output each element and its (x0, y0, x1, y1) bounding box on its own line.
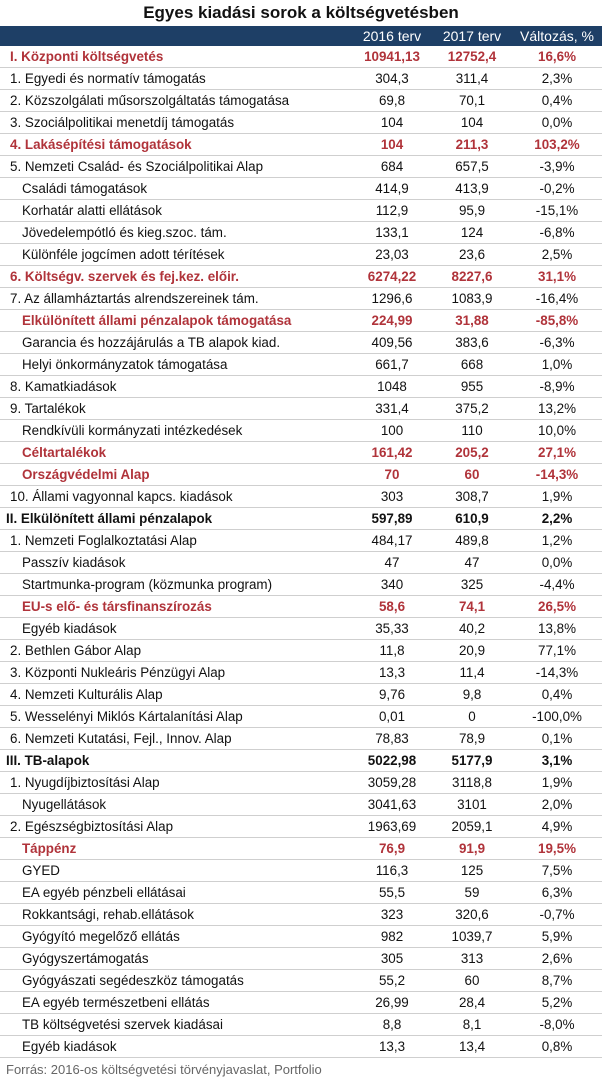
row-value-2017: 78,9 (432, 728, 512, 750)
row-change: 1,2% (512, 530, 602, 552)
table-row (0, 90, 602, 112)
table-row (0, 508, 602, 530)
row-change: 10,0% (512, 420, 602, 442)
table-row (0, 134, 602, 156)
table-row (0, 332, 602, 354)
row-value-2016: 23,03 (352, 244, 432, 266)
budget-table (0, 26, 602, 1058)
row-value-2017: 308,7 (432, 486, 512, 508)
row-label: Helyi önkormányzatok támogatása (0, 354, 352, 376)
row-value-2017: 47 (432, 552, 512, 574)
table-row (0, 354, 602, 376)
table-row (0, 970, 602, 992)
row-value-2017: 124 (432, 222, 512, 244)
row-label: 2. Egészségbiztosítási Alap (0, 816, 352, 838)
row-value-2016: 1963,69 (352, 816, 432, 838)
row-value-2016: 3041,63 (352, 794, 432, 816)
row-value-2017: 375,2 (432, 398, 512, 420)
row-label: TB költségvetési szervek kiadásai (0, 1014, 352, 1036)
row-value-2017: 1083,9 (432, 288, 512, 310)
row-value-2017: 11,4 (432, 662, 512, 684)
row-change: 3,1% (512, 750, 602, 772)
table-row (0, 222, 602, 244)
row-value-2017: 13,4 (432, 1036, 512, 1058)
row-value-2016: 133,1 (352, 222, 432, 244)
row-label: 5. Nemzeti Család- és Szociálpolitikai Alap (0, 156, 352, 178)
table-row (0, 552, 602, 574)
row-value-2016: 35,33 (352, 618, 432, 640)
row-value-2016: 9,76 (352, 684, 432, 706)
table-row (0, 68, 602, 90)
row-value-2017: 60 (432, 464, 512, 486)
row-value-2017: 28,4 (432, 992, 512, 1014)
table-row (0, 904, 602, 926)
row-change: 6,3% (512, 882, 602, 904)
row-change: -100,0% (512, 706, 602, 728)
row-value-2016: 303 (352, 486, 432, 508)
row-value-2017: 1039,7 (432, 926, 512, 948)
table-row (0, 750, 602, 772)
row-change: -85,8% (512, 310, 602, 332)
row-value-2017: 211,3 (432, 134, 512, 156)
row-change: 2,6% (512, 948, 602, 970)
row-value-2016: 13,3 (352, 662, 432, 684)
row-value-2017: 31,88 (432, 310, 512, 332)
row-value-2017: 5177,9 (432, 750, 512, 772)
table-row (0, 860, 602, 882)
row-value-2017: 668 (432, 354, 512, 376)
row-label: Gyógyászati segédeszköz támogatás (0, 970, 352, 992)
row-value-2016: 70 (352, 464, 432, 486)
row-value-2016: 597,89 (352, 508, 432, 530)
row-value-2017: 8,1 (432, 1014, 512, 1036)
row-label: 4. Nemzeti Kulturális Alap (0, 684, 352, 706)
row-value-2017: 70,1 (432, 90, 512, 112)
row-value-2016: 112,9 (352, 200, 432, 222)
row-value-2017: 59 (432, 882, 512, 904)
row-label: 6. Nemzeti Kutatási, Fejl., Innov. Alap (0, 728, 352, 750)
row-value-2016: 100 (352, 420, 432, 442)
row-change: 5,9% (512, 926, 602, 948)
row-label: Garancia és hozzájárulás a TB alapok kiad. (0, 332, 352, 354)
row-change: 19,5% (512, 838, 602, 860)
row-label: EA egyéb pénzbeli ellátásai (0, 882, 352, 904)
row-value-2017: 40,2 (432, 618, 512, 640)
row-label: 1. Nyugdíjbiztosítási Alap (0, 772, 352, 794)
row-label: Rokkantsági, rehab.ellátások (0, 904, 352, 926)
table-row (0, 156, 602, 178)
row-value-2017: 74,1 (432, 596, 512, 618)
row-value-2017: 104 (432, 112, 512, 134)
table-row (0, 574, 602, 596)
row-value-2016: 55,5 (352, 882, 432, 904)
row-change: -3,9% (512, 156, 602, 178)
row-label: Rendkívüli kormányzati intézkedések (0, 420, 352, 442)
row-value-2016: 224,99 (352, 310, 432, 332)
row-value-2017: 657,5 (432, 156, 512, 178)
row-label: Startmunka-program (közmunka program) (0, 574, 352, 596)
row-change: 0,4% (512, 90, 602, 112)
row-value-2016: 10941,13 (352, 46, 432, 68)
row-value-2017: 3101 (432, 794, 512, 816)
row-change: 8,7% (512, 970, 602, 992)
row-label: Különféle jogcímen adott térítések (0, 244, 352, 266)
row-value-2017: 489,8 (432, 530, 512, 552)
header-change: Változás, % (512, 26, 602, 46)
row-value-2017: 110 (432, 420, 512, 442)
row-change: -6,3% (512, 332, 602, 354)
row-label: Egyéb kiadások (0, 618, 352, 640)
row-value-2017: 23,6 (432, 244, 512, 266)
row-value-2016: 982 (352, 926, 432, 948)
row-value-2016: 8,8 (352, 1014, 432, 1036)
row-label: Korhatár alatti ellátások (0, 200, 352, 222)
table-row (0, 288, 602, 310)
row-change: -6,8% (512, 222, 602, 244)
row-label: 1. Egyedi és normatív támogatás (0, 68, 352, 90)
table-row (0, 1014, 602, 1036)
row-label: II. Elkülönített állami pénzalapok (0, 508, 352, 530)
row-label: 9. Tartalékok (0, 398, 352, 420)
row-change: 13,2% (512, 398, 602, 420)
row-value-2017: 3118,8 (432, 772, 512, 794)
row-change: 0,0% (512, 552, 602, 574)
row-label: 5. Wesselényi Miklós Kártalanítási Alap (0, 706, 352, 728)
row-value-2017: 413,9 (432, 178, 512, 200)
header-row (0, 26, 602, 46)
row-value-2017: 95,9 (432, 200, 512, 222)
row-value-2017: 12752,4 (432, 46, 512, 68)
row-change: -0,2% (512, 178, 602, 200)
row-value-2017: 125 (432, 860, 512, 882)
row-value-2016: 684 (352, 156, 432, 178)
table-row (0, 266, 602, 288)
row-label: I. Központi költségvetés (0, 46, 352, 68)
row-change: -15,1% (512, 200, 602, 222)
row-value-2016: 47 (352, 552, 432, 574)
row-label: 4. Lakásépítési támogatások (0, 134, 352, 156)
row-change: 0,8% (512, 1036, 602, 1058)
header-label (0, 26, 352, 46)
row-change: -8,9% (512, 376, 602, 398)
row-value-2016: 6274,22 (352, 266, 432, 288)
table-row (0, 420, 602, 442)
table-row (0, 200, 602, 222)
row-value-2016: 26,99 (352, 992, 432, 1014)
row-value-2017: 320,6 (432, 904, 512, 926)
row-change: 1,9% (512, 486, 602, 508)
row-value-2017: 60 (432, 970, 512, 992)
table-row (0, 684, 602, 706)
table-row (0, 178, 602, 200)
row-change: -16,4% (512, 288, 602, 310)
row-change: 2,0% (512, 794, 602, 816)
table-row (0, 618, 602, 640)
row-label: GYED (0, 860, 352, 882)
row-value-2016: 331,4 (352, 398, 432, 420)
row-value-2017: 2059,1 (432, 816, 512, 838)
row-change: -8,0% (512, 1014, 602, 1036)
row-label: 1. Nemzeti Foglalkoztatási Alap (0, 530, 352, 552)
row-label: 3. Központi Nukleáris Pénzügyi Alap (0, 662, 352, 684)
row-change: 4,9% (512, 816, 602, 838)
row-value-2016: 55,2 (352, 970, 432, 992)
row-value-2016: 3059,28 (352, 772, 432, 794)
row-value-2017: 205,2 (432, 442, 512, 464)
row-change: 1,9% (512, 772, 602, 794)
row-label: Családi támogatások (0, 178, 352, 200)
row-label: 7. Az államháztartás alrendszereinek tám. (0, 288, 352, 310)
header-2016: 2016 terv (352, 26, 432, 46)
row-change: 7,5% (512, 860, 602, 882)
row-change: 31,1% (512, 266, 602, 288)
row-value-2016: 1296,6 (352, 288, 432, 310)
table-row (0, 772, 602, 794)
row-value-2017: 0 (432, 706, 512, 728)
table-row (0, 926, 602, 948)
row-value-2016: 11,8 (352, 640, 432, 662)
row-label: Egyéb kiadások (0, 1036, 352, 1058)
row-change: 0,1% (512, 728, 602, 750)
row-change: 26,5% (512, 596, 602, 618)
row-value-2017: 610,9 (432, 508, 512, 530)
table-row (0, 310, 602, 332)
row-value-2016: 484,17 (352, 530, 432, 552)
row-change: 27,1% (512, 442, 602, 464)
row-change: 0,0% (512, 112, 602, 134)
row-label: 2. Bethlen Gábor Alap (0, 640, 352, 662)
row-change: 103,2% (512, 134, 602, 156)
table-row (0, 596, 602, 618)
row-change: -14,3% (512, 464, 602, 486)
row-value-2016: 323 (352, 904, 432, 926)
table-row (0, 244, 602, 266)
table-row (0, 838, 602, 860)
table-row (0, 1036, 602, 1058)
row-value-2016: 116,3 (352, 860, 432, 882)
table-row (0, 662, 602, 684)
row-label: Táppénz (0, 838, 352, 860)
row-value-2016: 305 (352, 948, 432, 970)
row-label: Jövedelempótló és kieg.szoc. tám. (0, 222, 352, 244)
table-row (0, 46, 602, 68)
table-body (0, 46, 602, 1058)
row-value-2016: 104 (352, 112, 432, 134)
row-label: Gyógyító megelőző ellátás (0, 926, 352, 948)
table-row (0, 728, 602, 750)
row-change: 13,8% (512, 618, 602, 640)
row-change: 2,3% (512, 68, 602, 90)
row-value-2016: 304,3 (352, 68, 432, 90)
table-row (0, 882, 602, 904)
row-label: 2. Közszolgálati műsorszolgáltatás támogatása (0, 90, 352, 112)
row-value-2017: 955 (432, 376, 512, 398)
table-row (0, 464, 602, 486)
row-label: Gyógyszertámogatás (0, 948, 352, 970)
table-row (0, 530, 602, 552)
row-value-2016: 76,9 (352, 838, 432, 860)
row-change: -4,4% (512, 574, 602, 596)
table-row (0, 992, 602, 1014)
chart-title: Egyes kiadási sorok a költségvetésben (143, 3, 459, 22)
row-value-2016: 161,42 (352, 442, 432, 464)
row-label: 6. Költségv. szervek és fej.kez. előir. (0, 266, 352, 288)
row-value-2016: 1048 (352, 376, 432, 398)
table-row (0, 486, 602, 508)
row-value-2016: 340 (352, 574, 432, 596)
row-change: -0,7% (512, 904, 602, 926)
table-row (0, 816, 602, 838)
row-change: 16,6% (512, 46, 602, 68)
row-value-2016: 58,6 (352, 596, 432, 618)
row-value-2017: 8227,6 (432, 266, 512, 288)
row-value-2016: 78,83 (352, 728, 432, 750)
table-row (0, 794, 602, 816)
row-label: 3. Szociálpolitikai menetdíj támogatás (0, 112, 352, 134)
header-2017: 2017 terv (432, 26, 512, 46)
row-change: 2,5% (512, 244, 602, 266)
row-value-2016: 104 (352, 134, 432, 156)
row-label: Nyugellátások (0, 794, 352, 816)
row-value-2016: 0,01 (352, 706, 432, 728)
row-change: 77,1% (512, 640, 602, 662)
row-label: Passzív kiadások (0, 552, 352, 574)
row-value-2016: 414,9 (352, 178, 432, 200)
row-change: 5,2% (512, 992, 602, 1014)
row-label: Céltartalékok (0, 442, 352, 464)
table-row (0, 112, 602, 134)
table-row (0, 442, 602, 464)
row-value-2017: 313 (432, 948, 512, 970)
row-value-2017: 9,8 (432, 684, 512, 706)
row-value-2017: 20,9 (432, 640, 512, 662)
row-value-2016: 69,8 (352, 90, 432, 112)
row-label: 8. Kamatkiadások (0, 376, 352, 398)
table-row (0, 398, 602, 420)
row-value-2017: 311,4 (432, 68, 512, 90)
row-label: Országvédelmi Alap (0, 464, 352, 486)
table-row (0, 948, 602, 970)
row-value-2017: 383,6 (432, 332, 512, 354)
row-value-2016: 409,56 (352, 332, 432, 354)
table-row (0, 376, 602, 398)
row-label: EU-s elő- és társfinanszírozás (0, 596, 352, 618)
row-value-2017: 325 (432, 574, 512, 596)
row-label: EA egyéb természetbeni ellátás (0, 992, 352, 1014)
row-label: III. TB-alapok (0, 750, 352, 772)
row-label: Elkülönített állami pénzalapok támogatása (0, 310, 352, 332)
row-value-2016: 5022,98 (352, 750, 432, 772)
table-row (0, 706, 602, 728)
row-change: -14,3% (512, 662, 602, 684)
row-label: 10. Állami vagyonnal kapcs. kiadások (0, 486, 352, 508)
row-change: 1,0% (512, 354, 602, 376)
row-value-2017: 91,9 (432, 838, 512, 860)
source-note: Forrás: 2016-os költségvetési törvényjavaslat, Portfolio (6, 1062, 322, 1077)
row-value-2016: 661,7 (352, 354, 432, 376)
table-row (0, 640, 602, 662)
row-change: 2,2% (512, 508, 602, 530)
row-value-2016: 13,3 (352, 1036, 432, 1058)
row-change: 0,4% (512, 684, 602, 706)
